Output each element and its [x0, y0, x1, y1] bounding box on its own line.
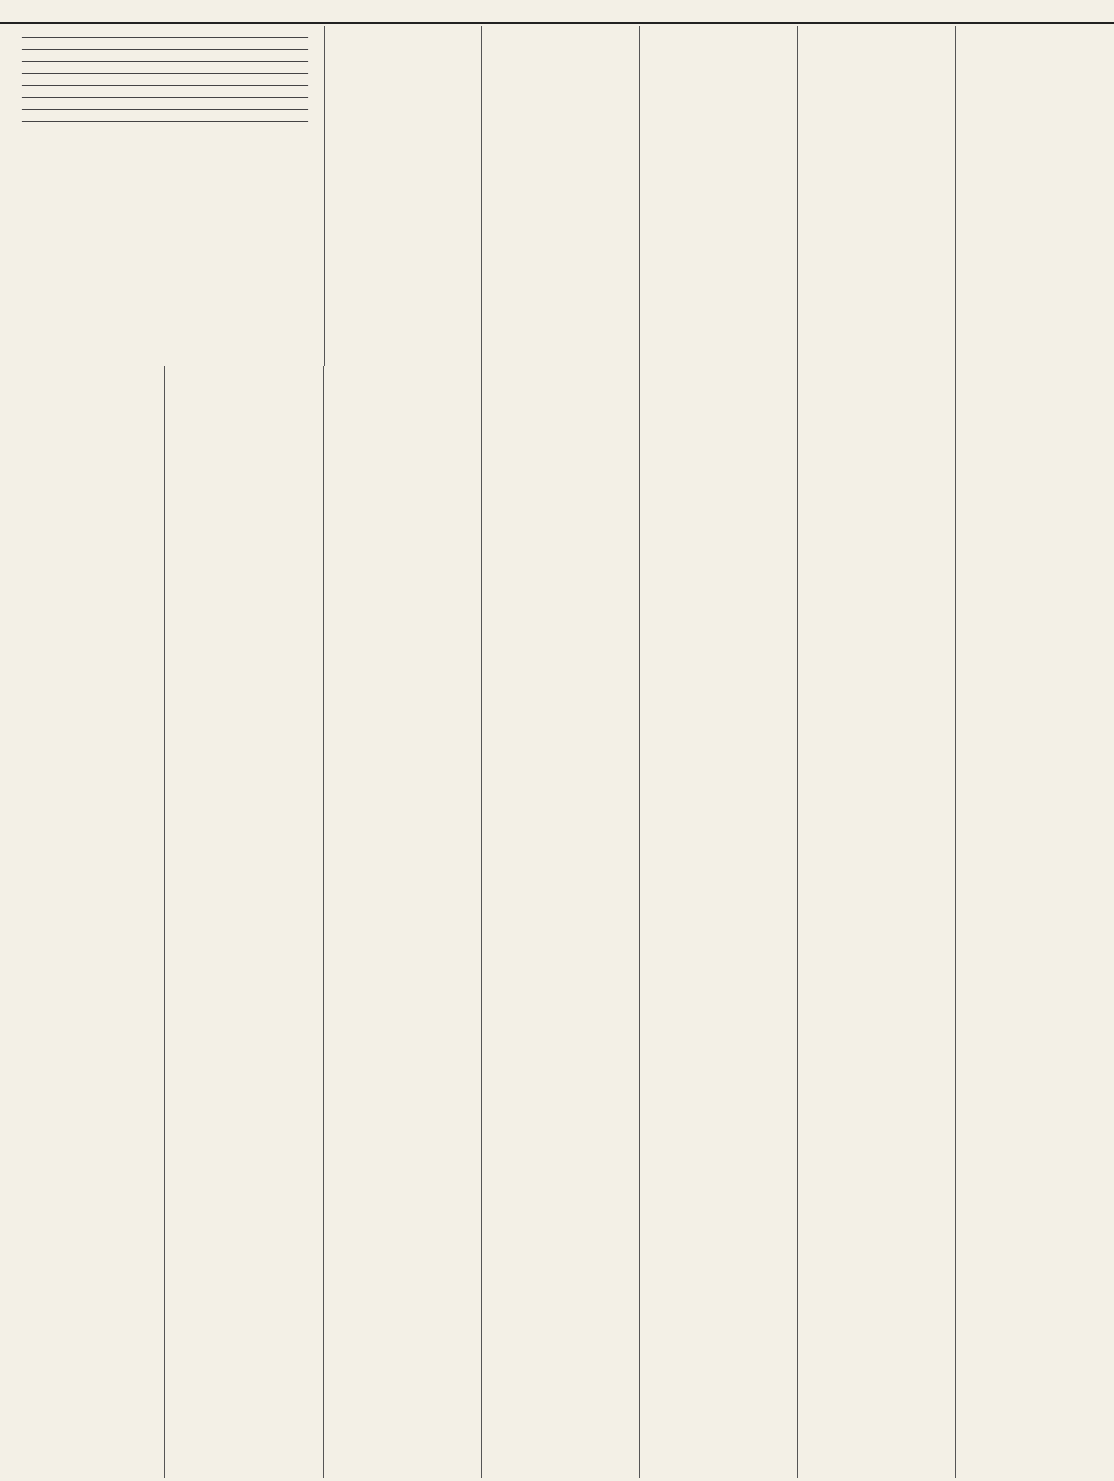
column-e — [640, 26, 798, 1478]
headline — [22, 50, 308, 62]
headline — [22, 98, 308, 110]
headline — [22, 86, 308, 98]
column-a — [6, 366, 165, 1478]
column-f — [798, 26, 956, 1478]
column-b — [165, 366, 324, 1478]
headline — [22, 26, 308, 38]
headline-stack — [6, 26, 325, 366]
headline — [22, 110, 308, 122]
column-c — [324, 26, 482, 1478]
column-d — [482, 26, 640, 1478]
headline — [22, 38, 308, 50]
headline — [22, 74, 308, 86]
lower-left-columns — [6, 366, 324, 1478]
headline — [22, 62, 308, 74]
masthead — [0, 0, 1114, 24]
column-g — [956, 26, 1112, 1478]
